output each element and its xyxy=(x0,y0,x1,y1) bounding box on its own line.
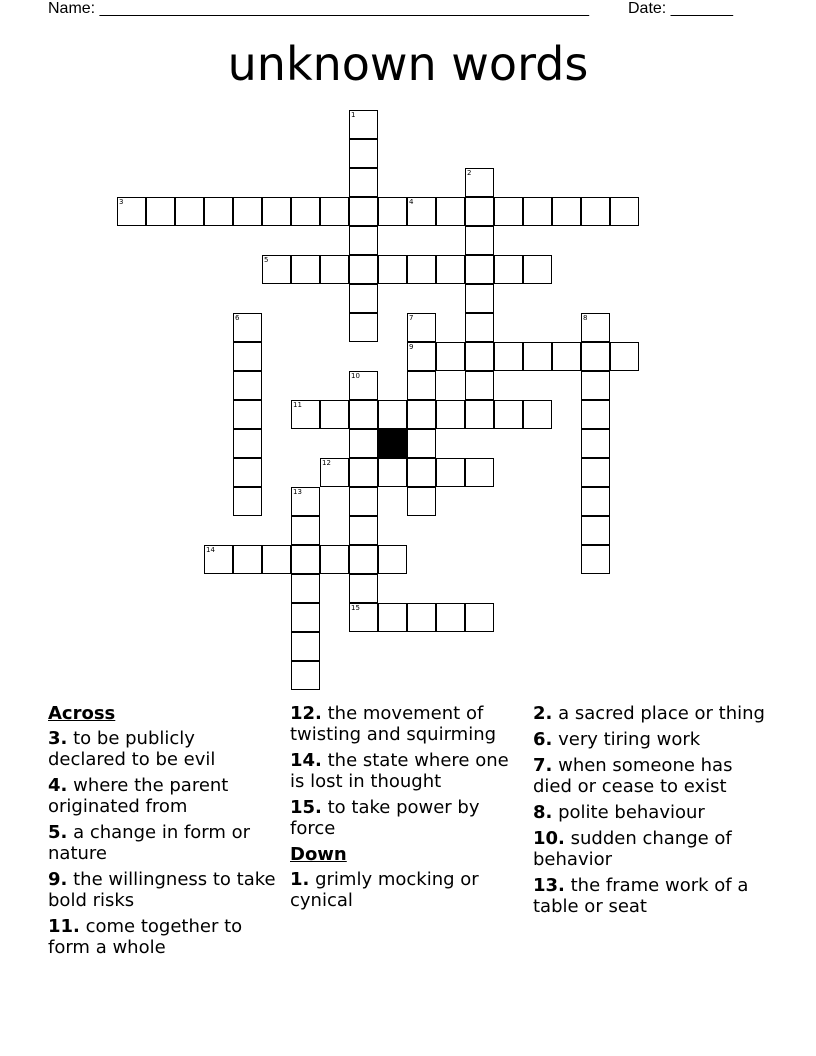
clues-column-2 xyxy=(290,703,522,916)
clue-number-9: 9 xyxy=(409,343,414,351)
grid-cell[interactable] xyxy=(175,197,204,226)
grid-cell[interactable] xyxy=(378,458,407,487)
grid-cell[interactable] xyxy=(146,197,175,226)
grid-cell[interactable] xyxy=(233,458,262,487)
grid-cell[interactable] xyxy=(465,458,494,487)
grid-cell[interactable] xyxy=(349,168,378,197)
clue-num: 11. xyxy=(48,916,80,937)
clue-text: to be publicly declared to be evil xyxy=(48,728,216,770)
grid-cell[interactable] xyxy=(407,429,436,458)
grid-cell[interactable] xyxy=(610,342,639,371)
clue-text: to take power by force xyxy=(290,797,480,839)
grid-cell[interactable] xyxy=(465,313,494,342)
clue-number-10: 10 xyxy=(351,372,360,380)
grid-cell[interactable] xyxy=(320,400,349,429)
clue xyxy=(533,755,765,797)
clue-num: 5. xyxy=(48,822,68,843)
clue xyxy=(290,797,522,839)
grid-cell[interactable] xyxy=(349,197,378,226)
grid-cell[interactable] xyxy=(320,545,349,574)
grid-cell[interactable] xyxy=(407,603,436,632)
clue-text: the state where one is lost in thought xyxy=(290,750,509,792)
grid-cell[interactable] xyxy=(291,545,320,574)
grid-cell[interactable] xyxy=(378,603,407,632)
clue-text: very tiring work xyxy=(552,729,701,750)
grid-cell[interactable] xyxy=(291,661,320,690)
grid-cell[interactable] xyxy=(407,255,436,284)
grid-cell[interactable] xyxy=(581,400,610,429)
grid-cell[interactable] xyxy=(436,342,465,371)
clue-text: the movement of twisting and squirming xyxy=(290,703,497,745)
grid-cell[interactable] xyxy=(407,400,436,429)
grid-cell[interactable] xyxy=(291,197,320,226)
across-heading: Across xyxy=(48,703,116,724)
grid-cell[interactable] xyxy=(204,197,233,226)
grid-cell[interactable] xyxy=(523,255,552,284)
clue-number-14: 14 xyxy=(206,546,215,554)
grid-cell[interactable] xyxy=(320,197,349,226)
clue xyxy=(290,750,522,792)
grid-cell[interactable] xyxy=(407,458,436,487)
clue-number-7: 7 xyxy=(409,314,414,322)
grid-cell[interactable] xyxy=(436,603,465,632)
grid-cell[interactable] xyxy=(349,400,378,429)
clue-num: 8. xyxy=(533,802,553,823)
grid-cell[interactable] xyxy=(407,487,436,516)
grid-cell[interactable] xyxy=(349,284,378,313)
name-line[interactable]: _______________________________________________________ xyxy=(99,0,589,17)
clue-number-15: 15 xyxy=(351,604,360,612)
clue-text: the frame work of a table or seat xyxy=(533,875,749,917)
grid-cell[interactable] xyxy=(581,458,610,487)
clue-text: grimly mocking or cynical xyxy=(290,869,479,911)
clue-text: when someone has died or cease to exist xyxy=(533,755,733,797)
grid-cell[interactable] xyxy=(349,574,378,603)
grid-cell[interactable] xyxy=(552,342,581,371)
grid-cell[interactable] xyxy=(436,197,465,226)
grid-cell[interactable] xyxy=(233,342,262,371)
grid-cell[interactable] xyxy=(233,487,262,516)
grid-cell[interactable] xyxy=(523,400,552,429)
clue-number-2: 2 xyxy=(467,169,472,177)
clue-num: 12. xyxy=(290,703,322,724)
clue-num: 4. xyxy=(48,775,68,796)
grid-cell[interactable] xyxy=(378,255,407,284)
grid-cell[interactable] xyxy=(320,255,349,284)
black-cell xyxy=(378,429,407,458)
grid-cell[interactable] xyxy=(436,400,465,429)
clue-text: sudden change of behavior xyxy=(533,828,732,870)
down-clue-list xyxy=(290,869,522,911)
clue xyxy=(48,916,276,958)
grid-cell[interactable] xyxy=(465,371,494,400)
grid-cell[interactable] xyxy=(581,545,610,574)
grid-cell[interactable] xyxy=(581,371,610,400)
grid-cell[interactable] xyxy=(494,255,523,284)
clue-number-6: 6 xyxy=(235,314,240,322)
grid-cell[interactable] xyxy=(581,429,610,458)
clue-text: the willingness to take bold risks xyxy=(48,869,276,911)
grid-cell[interactable] xyxy=(610,197,639,226)
grid-cell[interactable] xyxy=(262,197,291,226)
grid-cell[interactable] xyxy=(581,342,610,371)
grid-cell[interactable] xyxy=(291,516,320,545)
grid-cell[interactable] xyxy=(552,197,581,226)
clue-text: polite behaviour xyxy=(552,802,705,823)
clue-text: a change in form or nature xyxy=(48,822,251,864)
clue xyxy=(290,703,522,745)
clue-num: 2. xyxy=(533,703,553,724)
grid-cell[interactable] xyxy=(291,255,320,284)
clue-num: 15. xyxy=(290,797,322,818)
clue-num: 1. xyxy=(290,869,310,890)
clue-num: 7. xyxy=(533,755,553,776)
clue xyxy=(48,775,276,817)
grid-cell[interactable] xyxy=(581,197,610,226)
clue-text: a sacred place or thing xyxy=(552,703,765,724)
grid-cell[interactable] xyxy=(291,632,320,661)
clue xyxy=(533,729,765,750)
grid-cell[interactable] xyxy=(523,342,552,371)
grid-cell[interactable] xyxy=(349,139,378,168)
date-line[interactable]: _______ xyxy=(670,0,733,17)
grid-cell[interactable] xyxy=(233,197,262,226)
grid-cell[interactable] xyxy=(465,197,494,226)
grid-cell[interactable] xyxy=(465,226,494,255)
clues-column-3 xyxy=(533,703,765,922)
grid-cell[interactable] xyxy=(349,255,378,284)
grid-cell[interactable] xyxy=(523,197,552,226)
grid-cell[interactable] xyxy=(581,516,610,545)
grid-cell[interactable] xyxy=(349,458,378,487)
grid-cell[interactable] xyxy=(407,371,436,400)
grid-cell[interactable] xyxy=(465,284,494,313)
grid-cell[interactable] xyxy=(378,400,407,429)
down-heading: Down xyxy=(290,844,347,865)
grid-cell[interactable] xyxy=(436,458,465,487)
grid-cell[interactable] xyxy=(465,342,494,371)
down-clue-list-cont xyxy=(533,703,765,917)
grid-cell[interactable] xyxy=(465,603,494,632)
clue-num: 13. xyxy=(533,875,565,896)
grid-cell[interactable] xyxy=(349,429,378,458)
clue-num: 6. xyxy=(533,729,553,750)
grid-cell[interactable] xyxy=(233,400,262,429)
clue xyxy=(533,875,765,917)
grid-cell[interactable] xyxy=(349,487,378,516)
grid-cell[interactable] xyxy=(494,342,523,371)
grid-cell[interactable] xyxy=(378,545,407,574)
clue-number-1: 1 xyxy=(351,111,356,119)
grid-cell[interactable] xyxy=(465,400,494,429)
clue-num: 3. xyxy=(48,728,68,749)
clue xyxy=(533,703,765,724)
grid-cell[interactable] xyxy=(436,255,465,284)
across-clue-list xyxy=(48,728,276,958)
clue-number-3: 3 xyxy=(119,198,124,206)
grid-cell[interactable] xyxy=(349,545,378,574)
clue-num: 9. xyxy=(48,869,68,890)
clue xyxy=(48,728,276,770)
clue xyxy=(533,802,765,823)
clue-number-8: 8 xyxy=(583,314,588,322)
clue-num: 10. xyxy=(533,828,565,849)
grid-cell[interactable] xyxy=(349,226,378,255)
grid-cell[interactable] xyxy=(349,516,378,545)
grid-cell[interactable] xyxy=(378,197,407,226)
clue-num: 14. xyxy=(290,750,322,771)
date-label: Date: xyxy=(628,0,671,17)
clue xyxy=(533,828,765,870)
clue-number-12: 12 xyxy=(322,459,331,467)
clues-column-1 xyxy=(48,703,276,963)
clue xyxy=(48,869,276,911)
grid-cell[interactable] xyxy=(233,371,262,400)
grid-cell[interactable] xyxy=(494,400,523,429)
name-label: Name: xyxy=(48,0,100,17)
grid-cell[interactable] xyxy=(581,487,610,516)
clue-number-13: 13 xyxy=(293,488,302,496)
clue xyxy=(48,822,276,864)
clue xyxy=(290,869,522,911)
grid-cell[interactable] xyxy=(262,545,291,574)
clue-number-11: 11 xyxy=(293,401,302,409)
grid-cell[interactable] xyxy=(494,197,523,226)
grid-cell[interactable] xyxy=(233,429,262,458)
grid-cell[interactable] xyxy=(349,313,378,342)
puzzle-title: unknown words xyxy=(227,37,589,91)
clue-number-4: 4 xyxy=(409,198,414,206)
clue-text: where the parent originated from xyxy=(48,775,229,817)
grid-cell[interactable] xyxy=(291,603,320,632)
grid-cell[interactable] xyxy=(291,574,320,603)
grid-cell[interactable] xyxy=(465,255,494,284)
clue-text: come together to form a whole xyxy=(48,916,243,958)
clue-number-5: 5 xyxy=(264,256,269,264)
grid-cell[interactable] xyxy=(233,545,262,574)
across-clue-list-cont xyxy=(290,703,522,839)
